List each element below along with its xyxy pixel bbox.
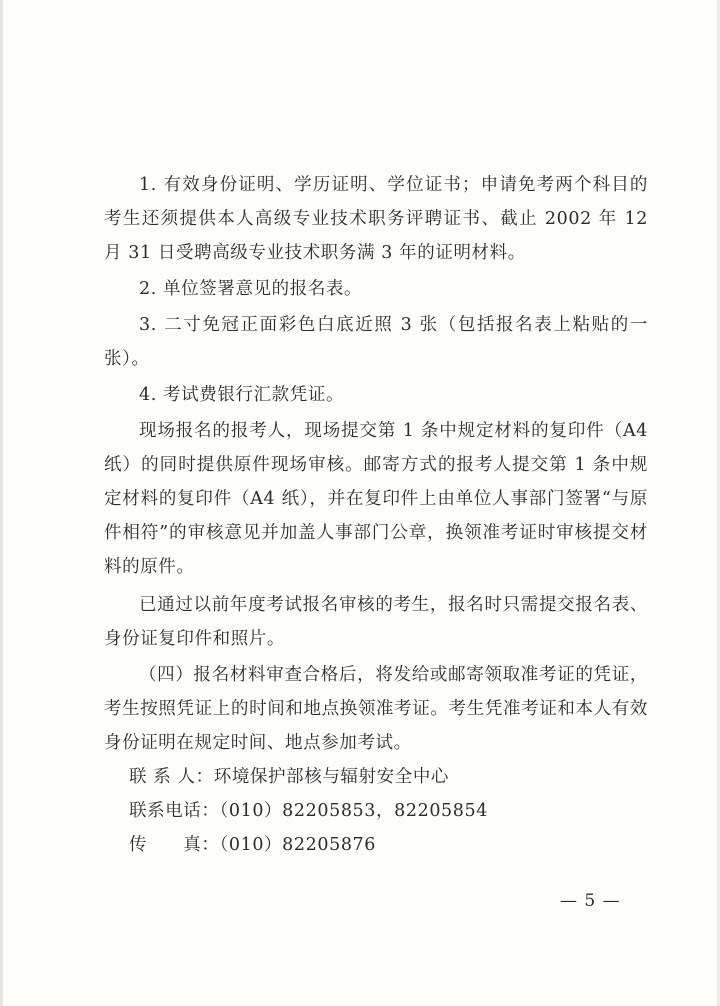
paragraph-item-3: 3. 二寸免冠正面彩色白底近照 3 张（包括报名表上粘贴的一张）。 <box>104 315 648 369</box>
paragraph-previous-approval: 已通过以前年度考试报名审核的考生，报名时只需提交报名表、身份证复印件和照片。 <box>104 595 648 649</box>
paragraph-item-2: 2. 单位签署意见的报名表。 <box>139 279 363 299</box>
paragraph-item-1: 1. 有效身份证明、学历证明、学位证书；申请免考两个科目的考生还须提供本人高级专业技术职务评聘证书、截止 2002 年 12 月 31 日受聘高级专业技术职务满 3 年的证明材料。 <box>104 175 648 263</box>
paragraph-section-four: （四）报名材料审查合格后，将发给或邮寄领取准考证的凭证，考生按照凭证上的时间和地点换领准考证。考生凭准考证和本人有效身份证明在规定时间、地点参加考试。 <box>104 665 648 753</box>
contact-fax: 传 真：（010）82205876 <box>129 835 377 855</box>
contact-phone: 联系电话：（010）82205853，82205854 <box>129 801 488 821</box>
document-body <box>104 168 648 862</box>
scan-edge-left <box>0 0 3 1006</box>
paragraph-onsite-submission: 现场报名的报考人，现场提交第 1 条中规定材料的复印件（A4 纸）的同时提供原件现场审核。邮寄方式的报考人提交第 1 条中规定材料的复印件（A4 纸），并在复印件上由单位人事部门签署“与原件相符”的审核意见并加盖人事部门公章，换领准考证时审核提交材料的原件。 <box>104 421 648 577</box>
paragraph-item-4: 4. 考试费银行汇款凭证。 <box>139 385 345 405</box>
contact-person: 联 系 人：环境保护部核与辐射安全中心 <box>129 767 450 787</box>
page-number: — 5 — <box>560 891 621 911</box>
